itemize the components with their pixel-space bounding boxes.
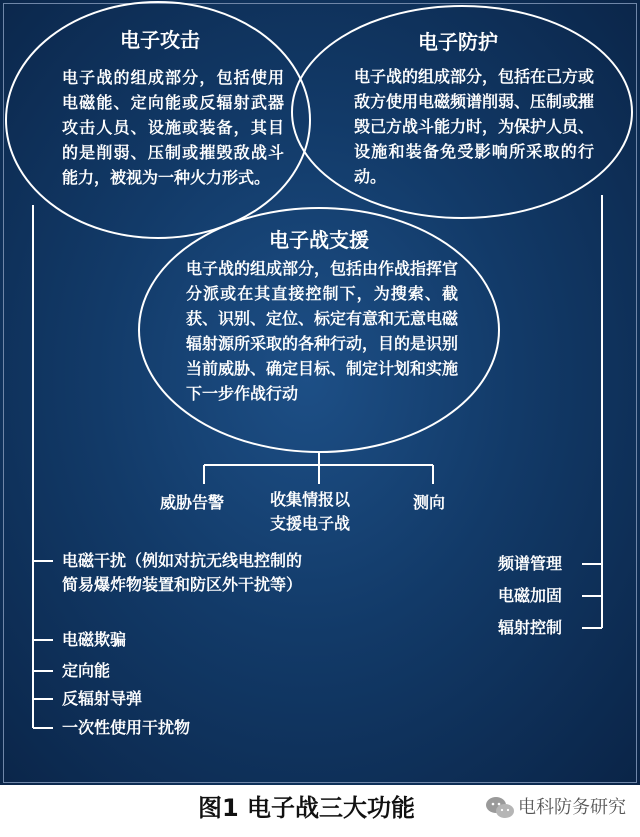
attack-item-directed-energy: 定向能 — [62, 661, 111, 680]
attack-item-jamming-line2: 简易爆炸物装置和防区外干扰等） — [62, 575, 303, 594]
attack-item-anti-radiation-missile: 反辐射导弹 — [62, 689, 143, 708]
support-item-intel-line2: 支援电子战 — [270, 514, 351, 533]
support-description: 电子战的组成部分，包括由作战指挥官分派或在其直接控制下，为搜索、截获、识别、定位、标定有意和无意电磁辐射源所采取的各种行动，目的是识别当前威胁、确定目标、制定计划和实施下一步作战行动 — [186, 259, 459, 403]
attack-description: 电子战的组成部分，包括使用电磁能、定向能或反辐射武器攻击人员、设施或装备，其目的是削弱、压制或摧毁敌战斗能力，被视为一种火力形式。 — [62, 68, 284, 187]
protect-item-emission-control: 辐射控制 — [498, 618, 563, 637]
protect-description: 电子战的组成部分，包括在己方或敌方使用电磁频谱削弱、压制或摧毁己方战斗能力时，为保护人员、设施和装备免受影响所采取的行动。 — [354, 67, 595, 186]
support-item-threat-warning: 威胁告警 — [160, 493, 225, 512]
protect-item-electromagnetic-hardening: 电磁加固 — [498, 586, 563, 605]
attack-item-expendable-jammer: 一次性使用干扰物 — [62, 718, 191, 737]
support-item-intel-line1: 收集情报以 — [270, 490, 351, 509]
figure-caption: 图1 电子战三大功能 — [198, 794, 416, 822]
attack-title: 电子攻击 — [120, 28, 200, 52]
protect-item-spectrum-management: 频谱管理 — [498, 554, 563, 573]
attack-item-jamming-line1: 电磁干扰（例如对抗无线电控制的 — [62, 551, 303, 570]
support-title: 电子战支援 — [269, 228, 369, 252]
wechat-icon — [485, 795, 515, 821]
support-item-direction-finding: 测向 — [413, 493, 446, 512]
protect-title: 电子防护 — [418, 30, 498, 54]
watermark-text: 电科防务研究 — [518, 797, 626, 818]
attack-item-deception: 电磁欺骗 — [62, 630, 127, 649]
